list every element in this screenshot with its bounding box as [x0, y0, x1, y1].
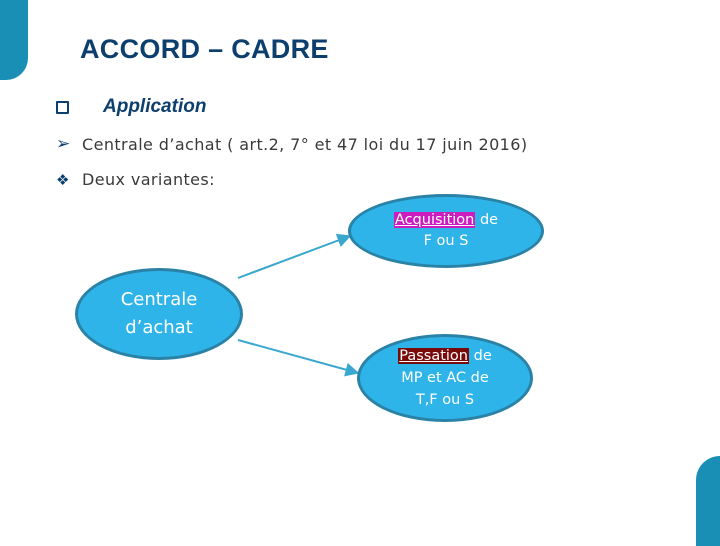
node-centrale-achat — [75, 268, 243, 360]
arrow-bullet-icon: ➢ — [56, 134, 71, 154]
passation-line3: T,F ou S — [415, 392, 475, 408]
centrale-line1: Centrale — [120, 289, 198, 310]
acquisition-line1 — [394, 210, 498, 231]
acquisition-highlight: Acquisition — [394, 212, 475, 228]
passation-line2: MP et AC de — [401, 370, 489, 386]
acquisition-line2: F ou S — [423, 233, 469, 249]
connector-to-acquisition — [238, 236, 350, 278]
connector-to-passation — [238, 340, 358, 373]
application-heading: Application — [103, 96, 207, 117]
variantes-text: Deux variantes: — [82, 170, 215, 189]
centrale-text: Centrale d’achat ( art.2, 7° et 47 loi du 17 juin 2016) — [82, 134, 528, 154]
node-passation — [357, 334, 533, 422]
slide-title: ACCORD – CADRE — [80, 34, 329, 64]
diamond-bullet-icon: ❖ — [56, 170, 70, 189]
passation-highlight: Passation — [399, 348, 468, 364]
centrale-line2: d’achat — [125, 317, 193, 338]
acquisition-rest: de — [475, 212, 499, 228]
node-acquisition — [348, 194, 544, 268]
passation-rest: de — [469, 348, 492, 364]
passation-line1 — [398, 345, 491, 367]
